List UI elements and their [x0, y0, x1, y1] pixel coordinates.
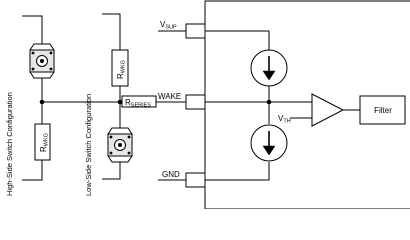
low-side-top-wire — [102, 14, 120, 50]
ic-boundary — [205, 1, 410, 209]
high-side-switch-icon — [30, 42, 54, 80]
vsup-label: VSUP — [160, 20, 177, 31]
comparator-triangle — [312, 94, 343, 126]
gnd-pin — [186, 173, 205, 187]
pulldown-arrow-icon — [263, 146, 275, 155]
vsup-pin — [186, 24, 205, 38]
low-side-junction-dot — [118, 100, 123, 105]
high-side-top-wire — [22, 16, 42, 42]
wake-junction-dot — [267, 100, 272, 105]
gnd-internal-wire — [205, 162, 269, 180]
rseries-label: RSERIES — [125, 98, 151, 109]
high-side-rwkg-label: RWKG — [39, 133, 50, 152]
low-side-rwkg-label: RWKG — [116, 60, 127, 79]
vsup-internal-wire — [205, 31, 269, 50]
high-side-node-wire — [42, 80, 114, 102]
wake-label: WAKE — [158, 92, 182, 101]
vth-label: VTH — [278, 114, 291, 125]
wake-pin — [186, 95, 205, 109]
filter-label: Filter — [374, 106, 392, 115]
high-side-junction-dot — [40, 100, 45, 105]
low-side-configuration-label: Low-Side Switch Configuration — [84, 93, 93, 196]
low-side-bottom-wire — [102, 163, 120, 179]
low-side-switch-icon — [108, 127, 132, 163]
gnd-label: GND — [162, 170, 180, 179]
high-side-bottom-wire — [22, 160, 42, 180]
high-side-configuration-label: High-Side Switch Configuration — [5, 92, 14, 196]
pullup-arrow-icon — [263, 71, 275, 80]
